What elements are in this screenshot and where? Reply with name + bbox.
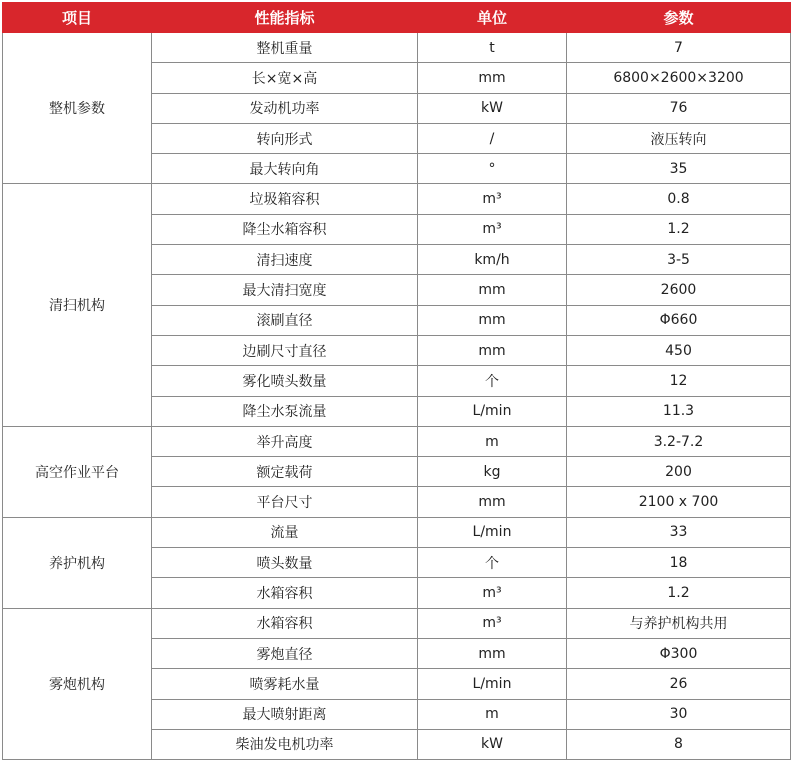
value-cell: 液压转向: [567, 123, 791, 153]
group-name-cell: 养护机构: [3, 517, 152, 608]
unit-cell: mm: [418, 638, 567, 668]
value-cell: 30: [567, 699, 791, 729]
value-cell: 6800×2600×3200: [567, 63, 791, 93]
unit-cell: L/min: [418, 396, 567, 426]
metric-cell: 额定载荷: [152, 457, 418, 487]
metric-cell: 最大转向角: [152, 154, 418, 184]
unit-cell: t: [418, 33, 567, 63]
unit-cell: mm: [418, 335, 567, 365]
unit-cell: m: [418, 699, 567, 729]
metric-cell: 降尘水泵流量: [152, 396, 418, 426]
unit-cell: km/h: [418, 245, 567, 275]
unit-cell: L/min: [418, 669, 567, 699]
value-cell: 1.2: [567, 214, 791, 244]
unit-cell: /: [418, 123, 567, 153]
group-name-cell: 整机参数: [3, 33, 152, 184]
value-cell: 200: [567, 457, 791, 487]
table-row: [3, 517, 791, 547]
value-cell: 26: [567, 669, 791, 699]
value-cell: 2600: [567, 275, 791, 305]
unit-cell: mm: [418, 305, 567, 335]
value-cell: 450: [567, 335, 791, 365]
metric-cell: 垃圾箱容积: [152, 184, 418, 214]
metric-cell: 整机重量: [152, 33, 418, 63]
unit-cell: m³: [418, 578, 567, 608]
metric-cell: 长×宽×高: [152, 63, 418, 93]
unit-cell: kg: [418, 457, 567, 487]
header-unit: 单位: [418, 3, 567, 33]
value-cell: Φ660: [567, 305, 791, 335]
table-header-row: [3, 3, 791, 33]
unit-cell: m³: [418, 608, 567, 638]
value-cell: 35: [567, 154, 791, 184]
group-name-cell: 雾炮机构: [3, 608, 152, 759]
metric-cell: 喷雾耗水量: [152, 669, 418, 699]
table-row: [3, 184, 791, 214]
value-cell: 7: [567, 33, 791, 63]
metric-cell: 最大清扫宽度: [152, 275, 418, 305]
unit-cell: °: [418, 154, 567, 184]
value-cell: 0.8: [567, 184, 791, 214]
value-cell: Φ300: [567, 638, 791, 668]
metric-cell: 最大喷射距离: [152, 699, 418, 729]
unit-cell: mm: [418, 487, 567, 517]
metric-cell: 流量: [152, 517, 418, 547]
header-value: 参数: [567, 3, 791, 33]
unit-cell: m³: [418, 184, 567, 214]
table-row: [3, 33, 791, 63]
unit-cell: L/min: [418, 517, 567, 547]
unit-cell: m: [418, 426, 567, 456]
table-body: [3, 33, 791, 760]
unit-cell: kW: [418, 93, 567, 123]
value-cell: 3.2-7.2: [567, 426, 791, 456]
metric-cell: 柴油发电机功率: [152, 729, 418, 759]
value-cell: 1.2: [567, 578, 791, 608]
value-cell: 33: [567, 517, 791, 547]
unit-cell: m³: [418, 214, 567, 244]
unit-cell: mm: [418, 63, 567, 93]
metric-cell: 水箱容积: [152, 608, 418, 638]
value-cell: 76: [567, 93, 791, 123]
metric-cell: 发动机功率: [152, 93, 418, 123]
unit-cell: mm: [418, 275, 567, 305]
unit-cell: 个: [418, 366, 567, 396]
table-row: [3, 426, 791, 456]
value-cell: 11.3: [567, 396, 791, 426]
value-cell: 2100 x 700: [567, 487, 791, 517]
metric-cell: 滚刷直径: [152, 305, 418, 335]
value-cell: 3-5: [567, 245, 791, 275]
header-item: 项目: [3, 3, 152, 33]
metric-cell: 平台尺寸: [152, 487, 418, 517]
metric-cell: 喷头数量: [152, 548, 418, 578]
value-cell: 与养护机构共用: [567, 608, 791, 638]
group-name-cell: 高空作业平台: [3, 426, 152, 517]
spec-table: [2, 2, 791, 760]
value-cell: 18: [567, 548, 791, 578]
value-cell: 8: [567, 729, 791, 759]
metric-cell: 雾炮直径: [152, 638, 418, 668]
metric-cell: 雾化喷头数量: [152, 366, 418, 396]
header-metric: 性能指标: [152, 3, 418, 33]
metric-cell: 清扫速度: [152, 245, 418, 275]
value-cell: 12: [567, 366, 791, 396]
metric-cell: 转向形式: [152, 123, 418, 153]
unit-cell: 个: [418, 548, 567, 578]
metric-cell: 边刷尺寸直径: [152, 335, 418, 365]
metric-cell: 水箱容积: [152, 578, 418, 608]
metric-cell: 举升高度: [152, 426, 418, 456]
unit-cell: kW: [418, 729, 567, 759]
table-row: [3, 608, 791, 638]
group-name-cell: 清扫机构: [3, 184, 152, 426]
metric-cell: 降尘水箱容积: [152, 214, 418, 244]
